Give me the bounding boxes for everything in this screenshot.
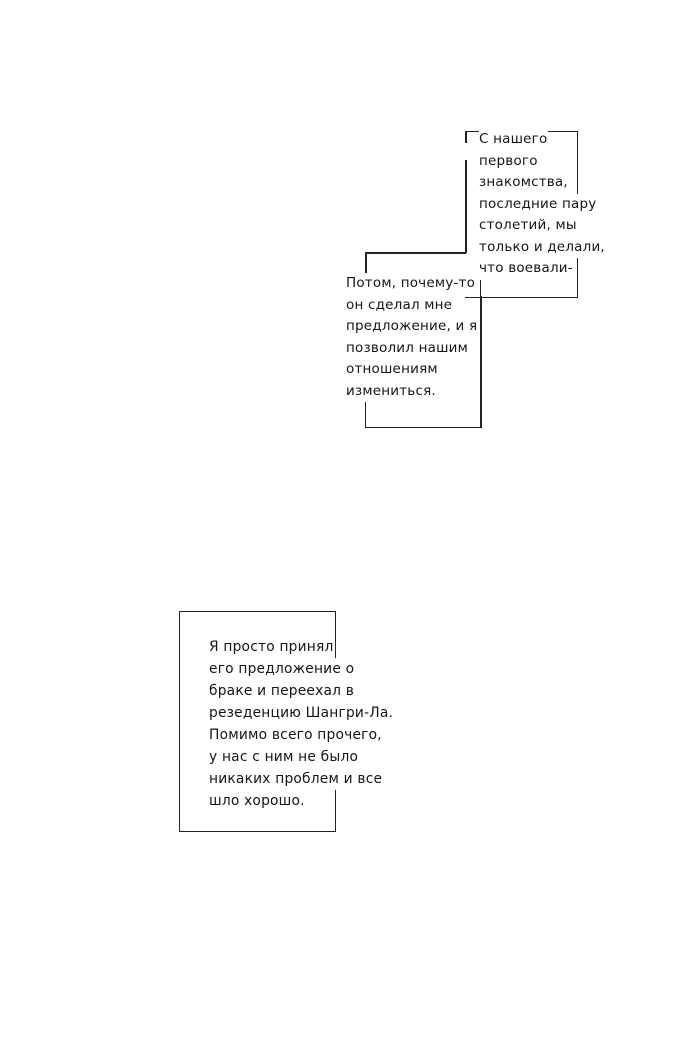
speech-text-3 <box>209 636 394 812</box>
panel-frame-1-edge <box>465 160 467 253</box>
panel-frame-2-edge <box>365 252 466 254</box>
panel-frame-1-edge <box>465 131 467 143</box>
speech-text-1 <box>479 129 606 280</box>
speech-text-2 <box>346 273 478 402</box>
text-line: у нас с ним не было <box>209 746 359 768</box>
text-line: он сделал мне <box>346 295 453 317</box>
text-line: предложение, и я <box>346 316 478 338</box>
text-line: Я просто принял <box>209 636 335 658</box>
text-line: резеденцию Шангри-Ла. <box>209 702 394 724</box>
panel-frame-2-edge <box>480 296 482 428</box>
text-line: что воевали- <box>479 258 574 280</box>
text-line: никаких проблем и все <box>209 768 383 790</box>
text-line: измениться. <box>346 381 437 403</box>
text-line: Помимо всего прочего, <box>209 724 383 746</box>
text-line: только и делали, <box>479 237 606 259</box>
text-line: столетий, мы <box>479 215 578 237</box>
text-line: шло хорошо. <box>209 790 306 812</box>
text-line: позволил нашим <box>346 338 469 360</box>
text-line: знакомства, <box>479 172 569 194</box>
text-line: его предложение о <box>209 658 355 680</box>
text-line: браке и переехал в <box>209 680 355 702</box>
text-line: отношениям <box>346 359 439 381</box>
text-line: С нашего <box>479 129 548 151</box>
text-line: первого <box>479 151 539 173</box>
text-line: Потом, почему-то <box>346 273 476 295</box>
text-line: последние пару <box>479 194 597 216</box>
